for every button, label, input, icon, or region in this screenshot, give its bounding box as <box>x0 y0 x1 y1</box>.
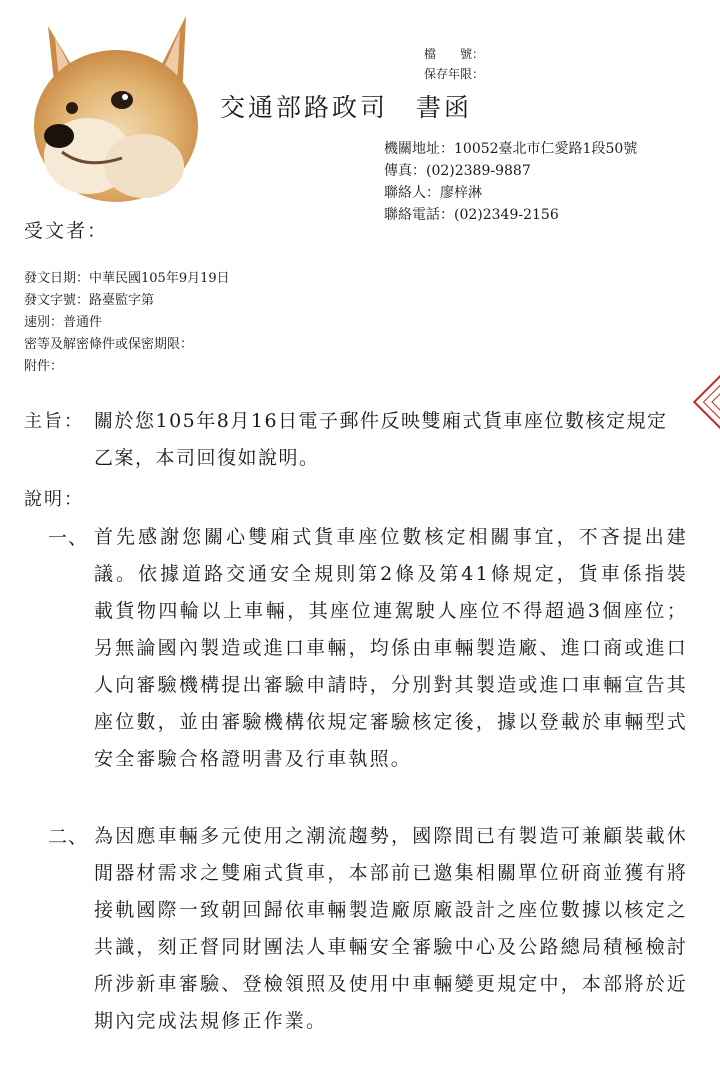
document-title: 交通部路政司 書函 <box>220 93 473 122</box>
item-number: 二、 <box>48 826 89 848</box>
subject-text: 關於您105年8月16日電子郵件反映雙廂式貨車座位數核定規定乙案，本司回復如說明。 <box>94 410 668 469</box>
shiba-inu-dog-face-icon <box>26 6 204 206</box>
retention-period-label: 保存年限： <box>424 67 485 81</box>
classification: 密等及解密條件或保密期限： <box>24 337 194 352</box>
archive-info <box>424 44 484 84</box>
contact-info <box>384 138 637 226</box>
explanation-label: 說明： <box>24 489 84 510</box>
delivery-speed: 速別：普通件 <box>24 315 103 330</box>
red-seal-stamp-icon <box>693 371 720 433</box>
agency-address: 機關地址：10052臺北市仁愛路1段50號 <box>384 141 638 157</box>
issue-date: 發文日期：中華民國105年9月19日 <box>24 271 230 286</box>
subject-label: 主旨： <box>24 411 84 432</box>
explanation-item-1: 首先感謝您關心雙廂式貨車座位數核定相關事宜，不吝提出建議。依據道路交通安全規則第2條及第41條規定，貨車係指裝載貨物四輪以上車輛，其座位連駕駛人座位不得超過3個座位；另無論國內製造或進口車輛，均係由車輛製造廠、進口商或進口人向審驗機構提出審驗申請時，分別對其製造或進口車輛宣告其座位數，並由審驗機構依規定審驗核定後，據以登載於車輛型式安全審驗合格證明書及行車執照。 <box>94 526 688 770</box>
explanation-item-2: 為因應車輛多元使用之潮流趨勢，國際間已有製造可兼顧裝載休閒器材需求之雙廂式貨車，本部前已邀集相關單位研商並獲有將接軌國際一致朝回歸依車輛製造廠原廠設計之座位數據以核定之共識，刻正督同財團法人車輛安全審驗中心及公路總局積極檢討所涉新車審驗、登檢領照及使用中車輛變更規定中，本部將於近期內完成法規修正作業。 <box>94 825 688 1032</box>
document-number: 發文字號：路臺監字第 <box>24 293 155 308</box>
item-number: 一、 <box>48 527 89 549</box>
phone-number: 聯絡電話：(02)2349-2156 <box>384 207 559 223</box>
document-meta <box>24 268 230 378</box>
attachments: 附件： <box>24 359 64 374</box>
file-number-label: 檔 號： <box>424 47 485 61</box>
recipient-label: 受文者： <box>24 220 109 242</box>
contact-person: 聯絡人：廖梓淋 <box>384 185 482 201</box>
fax-number: 傳真：(02)2389-9887 <box>384 163 531 179</box>
